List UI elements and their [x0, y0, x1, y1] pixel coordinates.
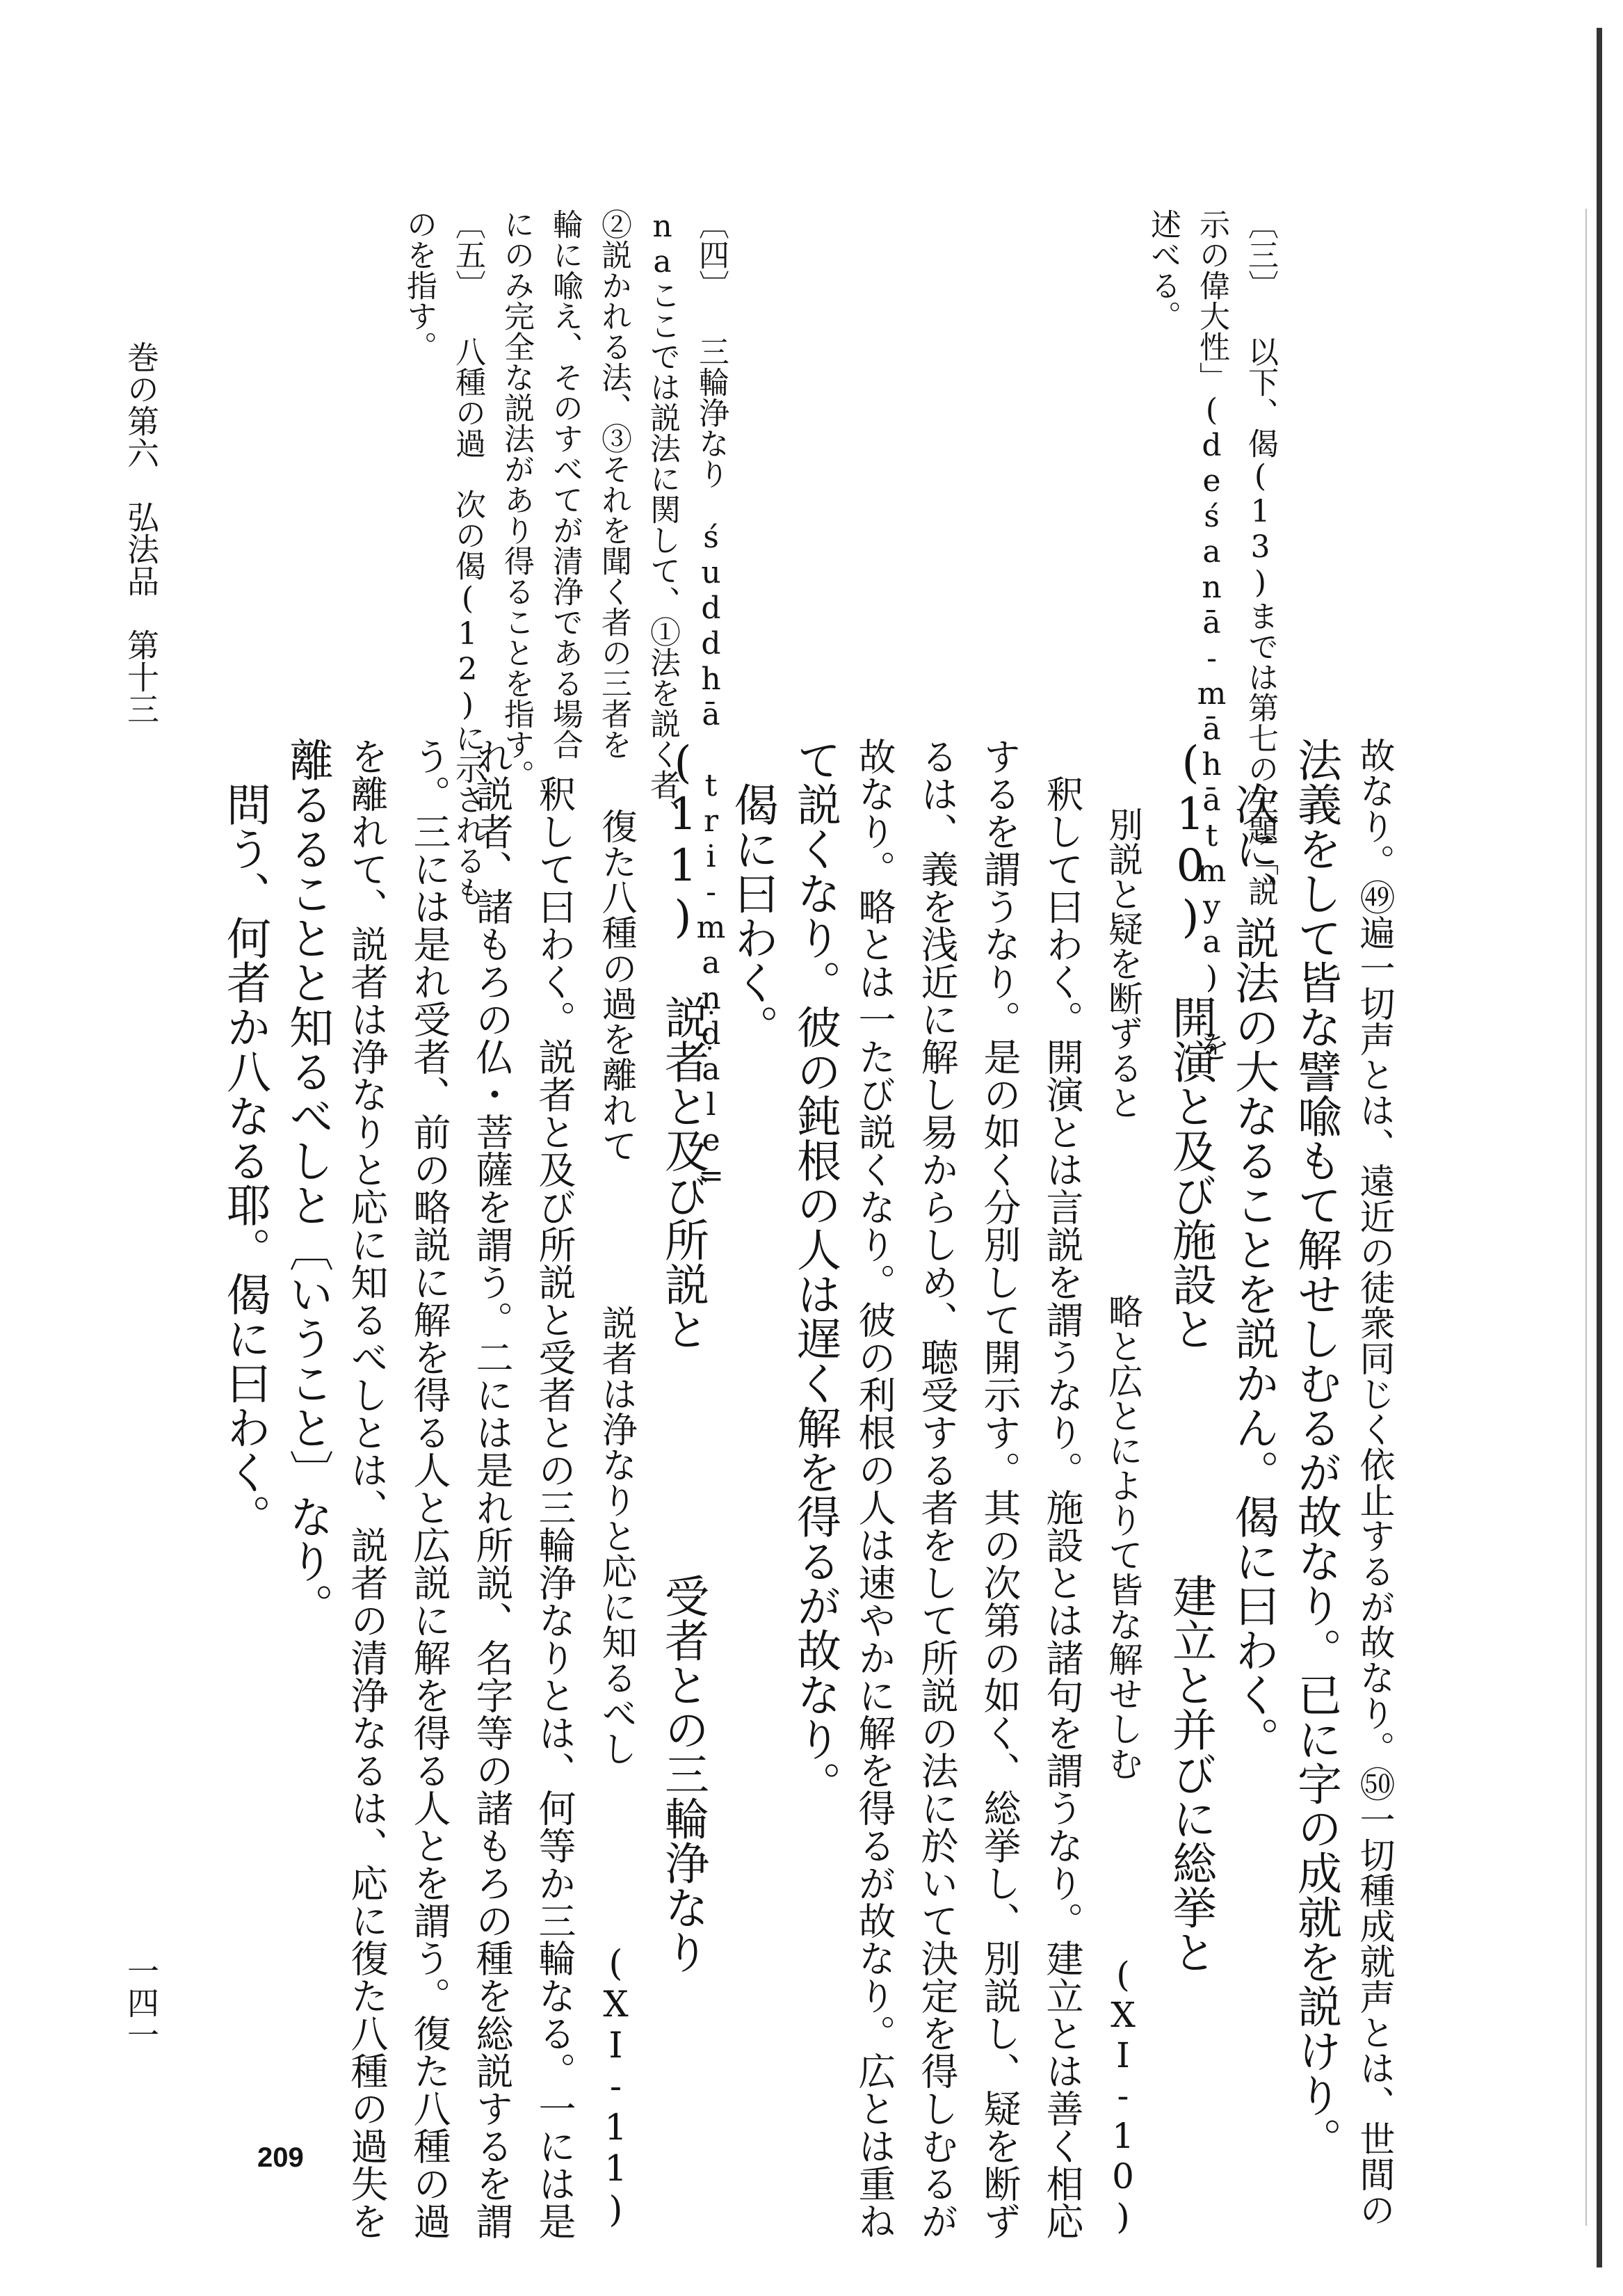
binding-edge-shadow [1585, 209, 1587, 2226]
text-line: るは、義を浅近に解し易からしめ、聴受する者をして所説の法に於いて決定を得しむるが [915, 737, 959, 2240]
note-line: naここでは説法に関して、①法を説く者、 [645, 209, 680, 830]
kanji-page-number: 一四一 [122, 1954, 160, 2050]
text-line: 故なり。㊾遍一切声とは、遠近の徒衆同じく依止するが故なり。㊿一切種成就声とは、世間の [1353, 737, 1394, 2227]
binding-edge [1597, 28, 1602, 2267]
text-line: を離れて、説者は浄なりと応に知るべしとは、説者の清浄なるは、応に復た八種の過失を [345, 737, 389, 2240]
text-line: れ説者、諸もろの仏・菩薩を謂う。二には是れ所説、名字等の諸もろの種を総説するを謂 [470, 737, 514, 2240]
note-line: にのみ完全な説法があり得ることを指す。 [499, 209, 534, 790]
note-line: 〔三〕 以下、偈(13)までは第七の主題「説 [1243, 209, 1278, 906]
note-line: 示の偉大性」(deśanā-māhātmya) を [1194, 209, 1229, 1061]
note-line: のを指す。 [401, 209, 437, 362]
note-line: 〔五〕 八種の過 次の偈(12)に示されるも [450, 209, 485, 906]
page-number: 209 [257, 2142, 304, 2173]
text-line: 故なり。略とは一たび説くなり。彼の利根の人は速やかに解を得るが故なり。広とは重ね [853, 737, 896, 2240]
note-line: 〔四〕 三輪浄なり śuddhā tri-maṇḍale= [693, 209, 729, 1194]
text-line: 問う、何者か八なる耶。偈に曰わく。 [219, 737, 270, 1539]
verse-line: 復た八種の過を離れて 説者は浄なりと応に知るべし (XI-11) [595, 737, 636, 2231]
note-line: 述べる。 [1145, 209, 1181, 331]
text-line: 釈して曰わく。説者と及び所説と受者との三輪浄なりとは、何等か三輪なる。一には是 [533, 737, 576, 2240]
verse-line: (10) 開演と及び施設と 建立と并びに総挙と [1165, 737, 1216, 1974]
text-line: 離るることと知るべしと〔いうこと〕なり。 [282, 737, 333, 1628]
text-line: 法義をして皆な譬喩もて解せしむるが故なり。已に字の成就を説けり。 [1290, 737, 1341, 2162]
text-line: 偈に曰わく。 [727, 737, 778, 1049]
note-line: ②説かれる法、③それを聞く者の三者を [596, 209, 631, 760]
verse-line: 別説と疑を断ずると 略と広とによりて皆な解せしむ (XI-10) [1103, 737, 1143, 2237]
text-line: 釈して曰わく。開演とは言説を謂うなり。施設とは諸句を謂うなり。建立とは善く相応 [1040, 737, 1084, 2240]
text-line: 次に、説法の大なることを説かん。偈に曰わく。 [1227, 737, 1279, 1761]
note-line: 輪に喩え、そのすべてが清浄である場合 [547, 209, 583, 760]
text-line: う。三には是れ受者、前の略説に解を得る人と広説に解を得る人とを謂う。復た八種の過 [407, 737, 451, 2240]
text-line: するを謂うなり。是の如く分別して開示す。其の次第の如く、総挙し、別説し、疑を断ず [978, 737, 1022, 2240]
text-line: て説くなり。彼の鈍根の人は遅く解を得るが故なり。 [789, 737, 841, 1806]
verse-line: (11) 説者と及び所説と 受者との三輪浄なり [657, 737, 709, 1974]
running-header: 巻の第六 弘法品 第十三 [122, 341, 160, 725]
